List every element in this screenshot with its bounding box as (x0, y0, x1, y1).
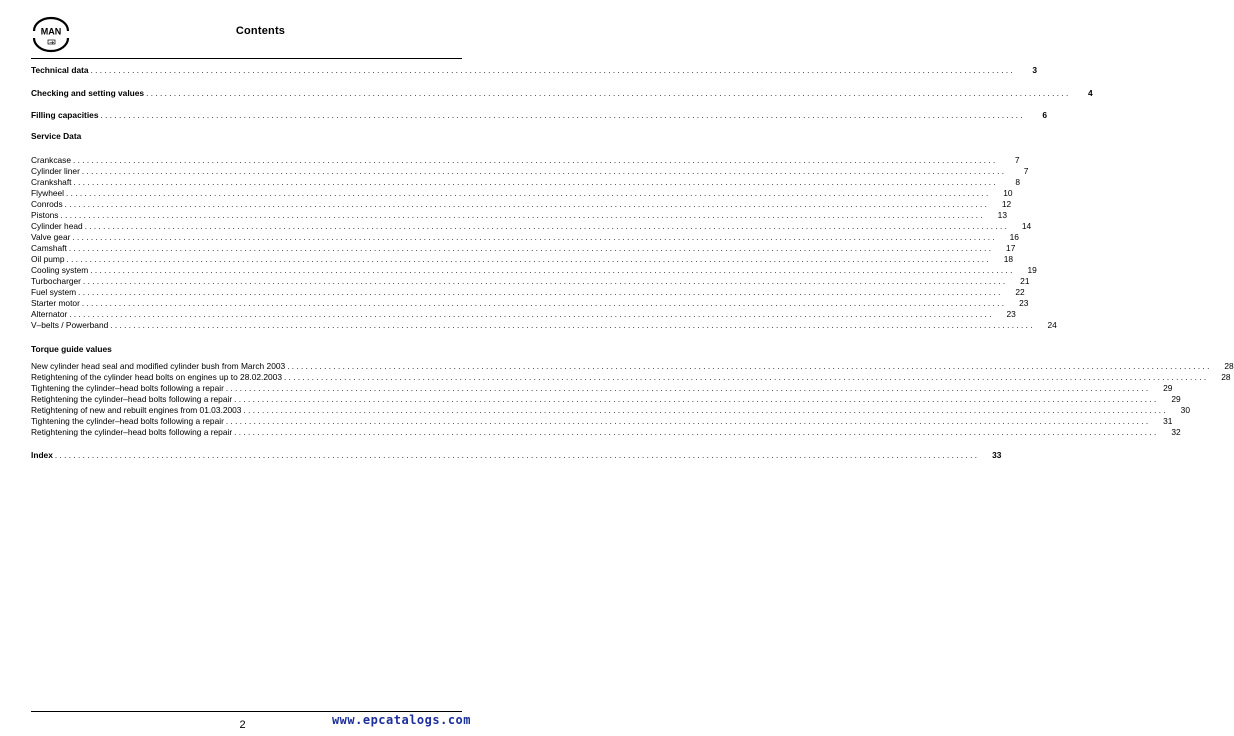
toc-entry-title: Starter motor (31, 298, 80, 308)
toc-entry[interactable] (31, 309, 1016, 320)
toc-entry-page: 13 (997, 210, 1007, 220)
dot-leader: ........................................................................................................................................................................................................ (100, 111, 1026, 120)
toc-entry-page: 32 (1171, 427, 1181, 437)
toc-entry-page: 33 (992, 450, 1002, 460)
dot-leader: ........................................................................................................................................................................................................ (283, 373, 1209, 382)
toc-entry-page: 31 (1163, 416, 1173, 426)
toc-entry-technical-data[interactable] (31, 65, 1038, 76)
table-of-contents (31, 64, 1234, 461)
toc-entry-title: Cylinder head (31, 221, 83, 231)
dot-leader: ........................................................................................................................................................................................................ (82, 277, 1008, 286)
footer-divider (31, 711, 462, 712)
toc-entry[interactable] (31, 210, 1007, 221)
toc-entry-page: 7 (1023, 166, 1029, 176)
toc-entry-title: Retightening the cylinder–head bolts following a repair (31, 394, 233, 404)
dot-leader: ........................................................................................................................................................................................................ (243, 406, 1168, 415)
toc-entry[interactable] (31, 320, 1057, 331)
toc-entry[interactable] (31, 427, 1181, 438)
toc-entry-page: 29 (1163, 383, 1173, 393)
dot-leader: ........................................................................................................................................................................................................ (84, 222, 1010, 231)
toc-entry[interactable] (31, 221, 1032, 232)
toc-entry[interactable] (31, 232, 1019, 243)
toc-entry-page: 12 (1001, 199, 1012, 209)
toc-entry[interactable] (31, 383, 1173, 394)
toc-entry-page: 14 (1021, 221, 1032, 231)
toc-entry-page: 7 (1014, 155, 1020, 165)
dot-leader: ........................................................................................................................................................................................................ (64, 200, 990, 209)
dot-leader: ........................................................................................................................................................................................................ (90, 266, 1015, 275)
toc-entry-page: 3 (1032, 65, 1038, 75)
toc-entry[interactable] (31, 166, 1029, 177)
toc-entry-title: Retightening of the cylinder head bolts on engines up to 28.02.2003 (31, 372, 282, 382)
toc-entry[interactable] (31, 188, 1013, 199)
dot-leader: ........................................................................................................................................................................................................ (66, 255, 992, 264)
toc-entry-title: Cylinder liner (31, 166, 80, 176)
toc-entry-page: 21 (1020, 276, 1030, 286)
toc-entry-page: 28 (1221, 372, 1231, 382)
toc-entry-title: Filling capacities (31, 110, 99, 120)
toc-entry-page: 30 (1180, 405, 1190, 415)
dot-leader: ........................................................................................................................................................................................................ (234, 395, 1159, 404)
toc-entry[interactable] (31, 361, 1234, 372)
dot-leader: ........................................................................................................................................................................................................ (68, 244, 994, 253)
dot-leader: ........................................................................................................................................................................................................ (66, 189, 991, 198)
watermark: www.epcatalogs.com (331, 713, 471, 727)
dot-leader: ........................................................................................................................................................................................................ (146, 89, 1071, 98)
toc-entry[interactable] (31, 287, 1025, 298)
toc-entry[interactable] (31, 394, 1181, 405)
toc-entry-title: Conrods (31, 199, 63, 209)
toc-entry[interactable] (31, 177, 1021, 188)
toc-entry-page: 23 (1006, 309, 1016, 319)
toc-entry-title: V–belts / Powerband (31, 320, 109, 330)
dot-leader: ........................................................................................................................................................................................................ (225, 417, 1151, 426)
page-number: 2 (239, 719, 246, 731)
dot-leader: ........................................................................................................................................................................................................ (72, 233, 997, 242)
toc-entry-title: Valve gear (31, 232, 71, 242)
toc-entry-title: Tightening the cylinder–head bolts following a repair (31, 383, 224, 393)
toc-entry[interactable] (31, 416, 1173, 427)
logo-text: MAN (40, 26, 62, 37)
toc-entry-page: 24 (1047, 320, 1057, 330)
toc-entry-page: 23 (1019, 298, 1029, 308)
dot-leader: ........................................................................................................................................................................................................ (81, 167, 1007, 176)
section-heading-service-data: Service Data (31, 131, 82, 141)
toc-entry-title: Pistons (31, 210, 59, 220)
dot-leader: ........................................................................................................................................................................................................ (287, 362, 1212, 371)
toc-entry-title: Camshaft (31, 243, 67, 253)
toc-entry[interactable] (31, 405, 1190, 416)
dot-leader: ........................................................................................................................................................................................................ (81, 299, 1007, 308)
toc-entry[interactable] (31, 372, 1231, 383)
toc-entry-page: 16 (1009, 232, 1019, 242)
toc-entry-title: Fuel system (31, 287, 77, 297)
toc-entry-title: New cylinder head seal and modified cylinder bush from March 2003 (31, 361, 286, 371)
toc-entry[interactable] (31, 155, 1020, 166)
dot-leader: ........................................................................................................................................................................................................ (234, 428, 1159, 437)
section-heading-torque: Torque guide values (31, 344, 112, 354)
toc-entry[interactable] (31, 276, 1030, 287)
dot-leader: ........................................................................................................................................................................................................ (60, 211, 985, 220)
toc-entry-title: Cooling system (31, 265, 89, 275)
toc-entry-title: Turbocharger (31, 276, 81, 286)
dot-leader: ........................................................................................................................................................................................................ (110, 321, 1035, 330)
toc-entry-index[interactable] (31, 450, 1002, 461)
dot-leader: ........................................................................................................................................................................................................ (225, 384, 1151, 393)
torque-values-list (31, 361, 1234, 438)
toc-entry-page: 28 (1224, 361, 1234, 371)
toc-entry[interactable] (31, 243, 1016, 254)
dot-leader: ........................................................................................................................................................................................................ (73, 156, 998, 165)
toc-entry-page: 8 (1015, 177, 1021, 187)
toc-entry[interactable] (31, 199, 1012, 210)
page-title: Contents (235, 25, 286, 37)
toc-entry-title: Tightening the cylinder–head bolts following a repair (31, 416, 224, 426)
header-divider (31, 58, 462, 59)
toc-entry-filling-capacities[interactable] (31, 110, 1048, 121)
toc-entry-title: Retightening the cylinder–head bolts following a repair (31, 427, 233, 437)
dot-leader: ........................................................................................................................................................................................................ (73, 178, 999, 187)
toc-entry[interactable] (31, 298, 1029, 309)
toc-entry-title: Crankshaft (31, 177, 72, 187)
dot-leader: ........................................................................................................................................................................................................ (90, 66, 1016, 75)
toc-entry[interactable] (31, 254, 1014, 265)
toc-entry-title: Checking and setting values (31, 88, 145, 98)
toc-entry-page: 18 (1003, 254, 1014, 264)
toc-entry-page: 22 (1015, 287, 1025, 297)
toc-entry-title: Flywheel (31, 188, 65, 198)
toc-entry-page: 4 (1087, 88, 1093, 98)
service-data-list (31, 155, 1057, 331)
toc-entry-title: Index (31, 450, 53, 460)
toc-entry-page: 29 (1171, 394, 1181, 404)
toc-entry-checking-values[interactable] (31, 88, 1093, 99)
toc-entry-title: Crankcase (31, 155, 72, 165)
toc-entry-title: Retightening of new and rebuilt engines from 01.03.2003 (31, 405, 242, 415)
dot-leader: ........................................................................................................................................................................................................ (54, 451, 980, 460)
toc-entry-page: 19 (1027, 265, 1037, 275)
toc-entry-title: Oil pump (31, 254, 65, 264)
toc-entry[interactable] (31, 265, 1037, 276)
toc-entry-title: Technical data (31, 65, 89, 75)
dot-leader: ........................................................................................................................................................................................................ (69, 310, 994, 319)
toc-entry-page: 17 (1006, 243, 1016, 253)
dot-leader: ........................................................................................................................................................................................................ (78, 288, 1003, 297)
toc-entry-page: 6 (1042, 110, 1048, 120)
toc-entry-page: 10 (1003, 188, 1013, 198)
toc-entry-title: Alternator (31, 309, 68, 319)
